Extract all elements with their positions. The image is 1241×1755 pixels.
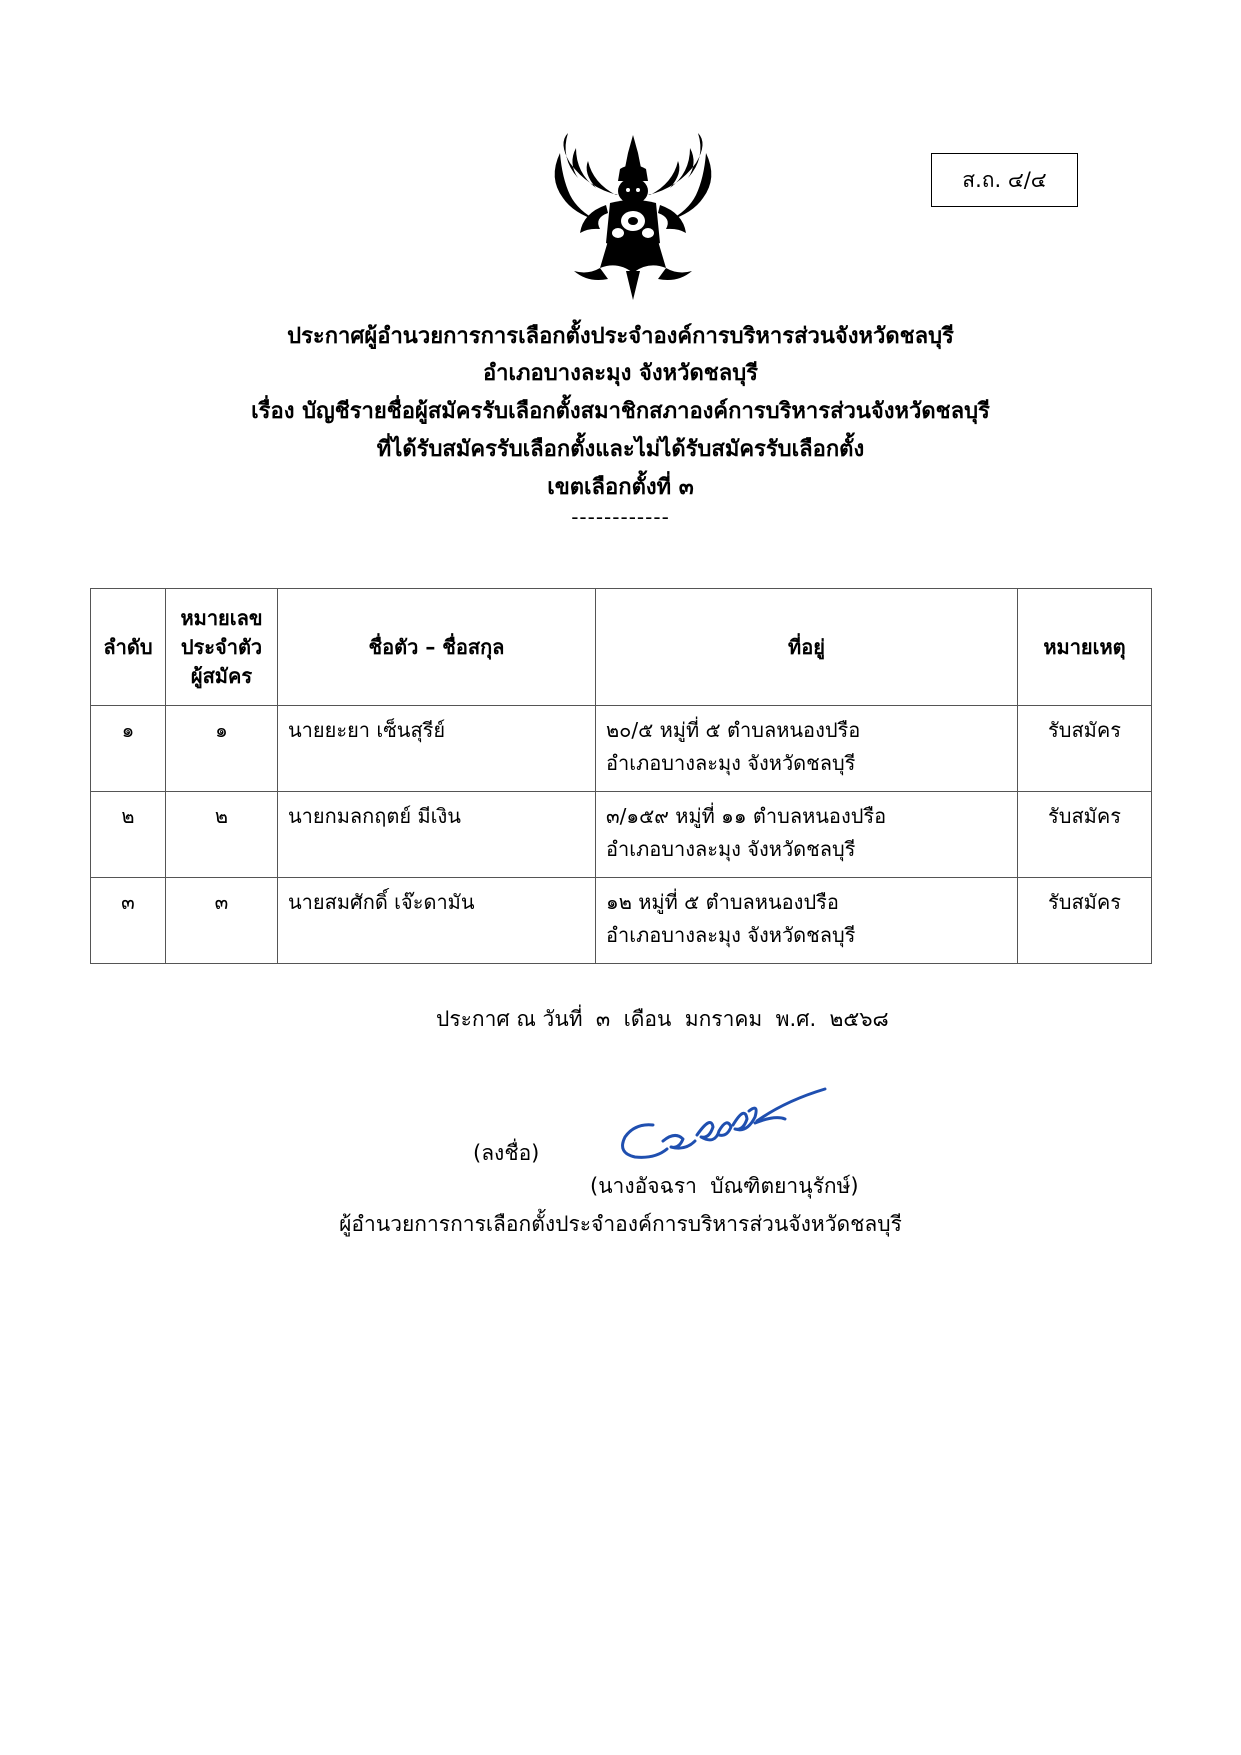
cell-number: ๓ [166, 878, 278, 964]
title-line-2: อำเภอบางละมุง จังหวัดชลบุรี [482, 361, 759, 386]
title-line-4: ที่ได้รับสมัครรับเลือกตั้งและไม่ได้รับสมัครรับเลือกตั้ง [376, 437, 865, 462]
col-order-header: ลำดับ [91, 589, 166, 706]
col-number-header-line3: ผู้สมัคร [190, 663, 253, 688]
col-number-header-line2: ประจำตัว [180, 634, 263, 659]
candidate-table [90, 588, 1152, 964]
signer-name: (นางอัจฉรา บัณฑิตยานุรักษ์) [590, 1174, 859, 1198]
cell-remark: รับสมัคร [1018, 878, 1152, 964]
announcement-date: ประกาศ ณ วันที่ ๓ เดือน มกราคม พ.ศ. ๒๕๖๘ [436, 1007, 889, 1031]
col-name-header: ชื่อตัว – ชื่อสกุล [278, 589, 596, 706]
signature-icon [615, 1075, 840, 1170]
form-code: ส.ถ. ๔/๔ [962, 167, 1047, 192]
cell-remark: รับสมัคร [1018, 792, 1152, 878]
title-line-5: เขตเลือกตั้งที่ ๓ [547, 475, 694, 500]
col-remark-header: หมายเหตุ [1018, 589, 1152, 706]
cell-order: ๑ [91, 706, 166, 792]
cell-name: นายกมลกฤตย์ มีเงิน [278, 792, 596, 878]
cell-address-line1: ๒๐/๕ หมู่ที่ ๕ ตำบลหนองปรือ [606, 718, 861, 742]
cell-order: ๓ [91, 878, 166, 964]
signer-position: ผู้อำนวยการการเลือกตั้งประจำองค์การบริหารส่วนจังหวัดชลบุรี [339, 1212, 902, 1236]
title-line-1: ประกาศผู้อำนวยการการเลือกตั้งประจำองค์การบริหารส่วนจังหวัดชลบุรี [287, 324, 954, 349]
table-header-row [91, 589, 1152, 706]
table-row [91, 878, 1152, 964]
cell-name: นายสมศักดิ์ เจ๊ะดามัน [278, 878, 596, 964]
cell-address-line2: อำเภอบางละมุง จังหวัดชลบุรี [606, 751, 856, 775]
form-code-box [931, 153, 1078, 207]
cell-remark: รับสมัคร [1018, 706, 1152, 792]
col-number-header [166, 589, 278, 706]
col-address-header: ที่อยู่ [596, 589, 1018, 706]
title-divider: ------------ [571, 505, 670, 529]
cell-number: ๒ [166, 792, 278, 878]
cell-address-line2: อำเภอบางละมุง จังหวัดชลบุรี [606, 837, 856, 861]
cell-address [596, 706, 1018, 792]
col-number-header-line1: หมายเลข [180, 605, 263, 630]
cell-address-line1: ๓/๑๕๙ หมู่ที่ ๑๑ ตำบลหนองปรือ [606, 804, 887, 828]
garuda-emblem-icon [548, 133, 718, 300]
cell-address-line2: อำเภอบางละมุง จังหวัดชลบุรี [606, 923, 856, 947]
cell-address-line1: ๑๒ หมู่ที่ ๕ ตำบลหนองปรือ [606, 890, 839, 914]
cell-order: ๒ [91, 792, 166, 878]
cell-name: นายยะยา เซ็นสุรีย์ [278, 706, 596, 792]
table-row [91, 706, 1152, 792]
sign-label: (ลงชื่อ) [473, 1141, 540, 1165]
cell-address [596, 792, 1018, 878]
cell-address [596, 878, 1018, 964]
title-line-3: เรื่อง บัญชีรายชื่อผู้สมัครรับเลือกตั้งสมาชิกสภาองค์การบริหารส่วนจังหวัดชลบุรี [251, 399, 990, 424]
cell-number: ๑ [166, 706, 278, 792]
table-row [91, 792, 1152, 878]
